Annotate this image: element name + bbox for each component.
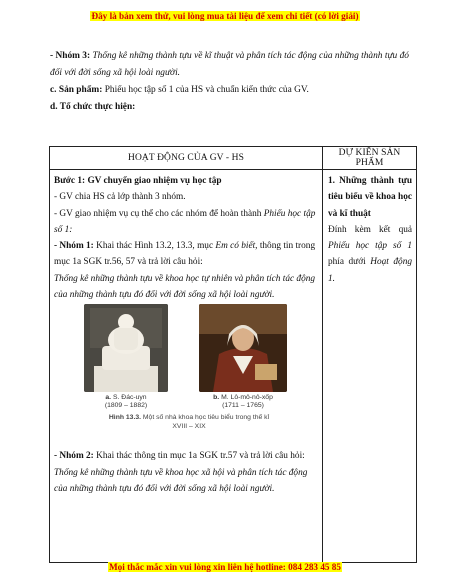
organize-heading	[50, 99, 412, 116]
product-label: c. Sản phẩm:	[50, 85, 103, 95]
group3-text: Thống kê những thành tựu về kĩ thuật và phân tích tác động của những thành tựu đó đối với đời sống xã hội loài người.	[50, 51, 409, 78]
divide-groups-line: - GV chia HS cả lớp thành 3 nhóm.	[54, 192, 186, 203]
lomonosov-portrait-photo	[199, 304, 287, 392]
figure-title	[104, 414, 274, 431]
lomonosov-portrait-image	[199, 304, 287, 392]
preview-banner-text: Đây là bản xem thử, vui lòng mua tài liệu để xem chi tiết (có lời giải)	[91, 11, 359, 21]
group3-label: - Nhóm 3:	[50, 51, 91, 61]
step1-title: Bước 1: GV chuyển giao nhiệm vụ học tập	[54, 176, 222, 186]
assign-task-ref: Phiếu học tập số 1:	[54, 208, 316, 235]
caption-b-letter: b.	[213, 394, 220, 402]
assign-task-line	[54, 206, 318, 239]
group2-text: Khai thác thông tin mục 1a SGK tr.57 và trả lời câu hỏi:	[96, 451, 305, 462]
group2-task	[54, 448, 318, 464]
organize-label: d. Tổ chức thực hiện:	[50, 102, 136, 112]
col-header-activities: HOẠT ĐỘNG CỦA GV - HS	[50, 147, 323, 170]
caption-b-name: M. Lô-mô-nô-xốp	[221, 394, 273, 402]
group1-label: - Nhóm 1:	[54, 241, 94, 252]
darwin-statue-photo	[84, 304, 168, 392]
preview-banner	[0, 11, 450, 21]
caption-a-letter: a.	[105, 394, 112, 402]
darwin-statue-image	[84, 304, 168, 392]
group1-text-a: Khai thác Hình 13.2, 13.3, mục	[96, 241, 214, 252]
caption-a-name: S. Đác-uyn	[112, 394, 147, 402]
figure-title-text: Một số nhà khoa học tiêu biểu trong thế kỉ XVIII – XIX	[142, 414, 270, 430]
activities-cell	[50, 170, 323, 563]
product-paragraph	[50, 82, 412, 99]
assign-task-text: - GV giao nhiệm vụ cụ thể cho các nhóm để hoàn thành	[54, 208, 262, 219]
group3-paragraph	[50, 48, 412, 82]
table-header-row	[50, 147, 417, 170]
group1-text-b: thông tin trong mục 1a SGK tr.56, 57 và trả lời câu hỏi:	[54, 241, 316, 268]
attached-results	[328, 222, 412, 287]
caption-lomonosov	[199, 394, 287, 410]
hotline-banner-text: Mọi thắc mắc xin vui lòng xin liên hệ hotline: 084 283 45 85	[109, 562, 341, 572]
activity-ref: Hoạt động 1.	[328, 257, 413, 284]
products-cell	[323, 170, 417, 563]
group1-question: Thống kê những thành tựu về khoa học tự nhiên và phân tích tác động của những thành tựu đó đối với đời sống xã hội loài người.	[54, 273, 316, 301]
table-row	[50, 170, 417, 563]
group2-label: - Nhóm 2:	[54, 451, 94, 462]
caption-a-years: (1809 – 1882)	[104, 402, 148, 410]
group2-question: Thống kê những thành tựu về khoa học xã hội và phân tích tác động của những thành tựu đó đối với đời sống xã hội loài người.	[54, 467, 308, 494]
activity-table	[49, 146, 417, 563]
attached-results-text: Đính kèm kết quả	[328, 224, 412, 235]
caption-b-years: (1711 – 1765)	[222, 402, 264, 410]
figure-13-3	[54, 304, 318, 446]
hotline-banner	[0, 562, 450, 572]
product-text: Phiếu học tập số 1 của HS và chuẩn kiến thức của GV.	[104, 85, 309, 95]
attached-results-below: phía dưới	[328, 257, 366, 268]
achievements-title: 1. Những thành tựu tiêu biểu về khoa học và kĩ thuật	[328, 176, 412, 219]
intro-section	[50, 48, 412, 116]
worksheet-ref: Phiếu học tập số 1	[328, 241, 412, 252]
group1-text-em: Em có biết,	[215, 241, 258, 252]
col-header-products: DỰ KIẾN SẢN PHẨM	[323, 147, 417, 170]
figure-number: Hình 13.3.	[108, 414, 141, 422]
caption-darwin	[84, 394, 168, 410]
group1-task	[54, 238, 318, 271]
